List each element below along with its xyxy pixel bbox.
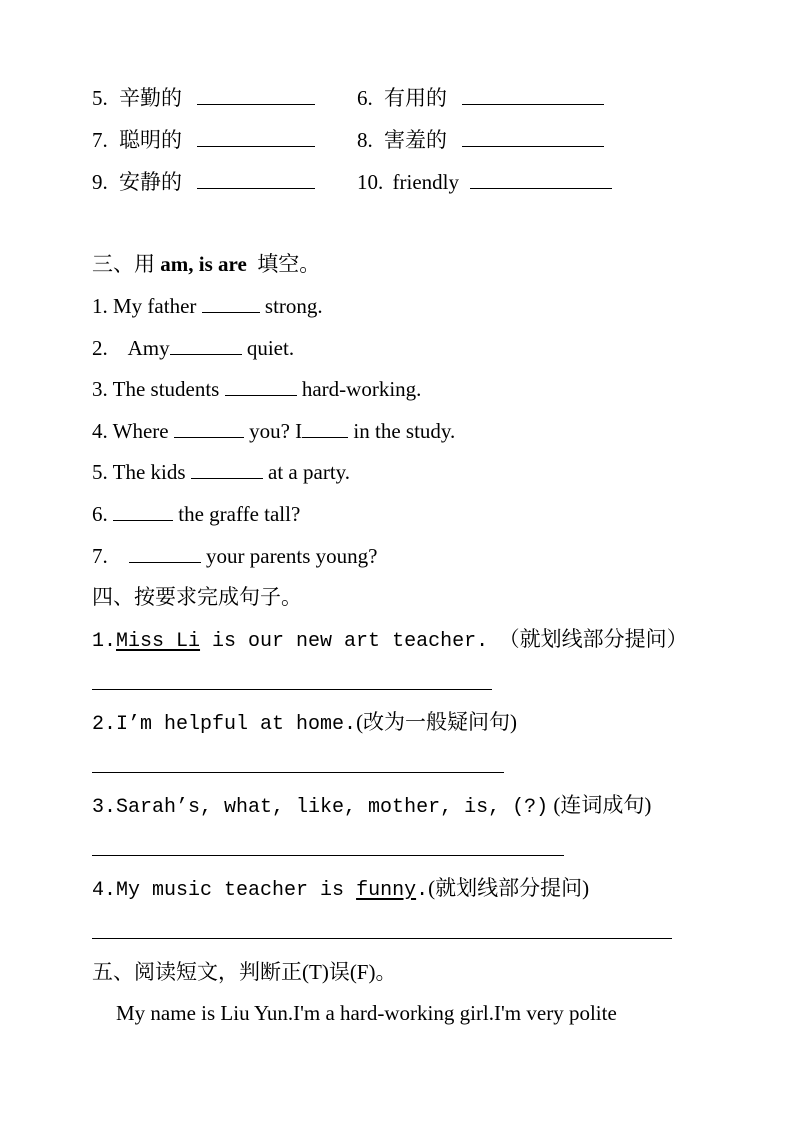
- answer-blank[interactable]: [174, 417, 244, 438]
- item-text: 2. Amy: [92, 336, 170, 360]
- item-instruction: (连词成句): [548, 793, 652, 817]
- item-text: 5. The kids: [92, 460, 191, 484]
- answer-blank[interactable]: [129, 542, 201, 563]
- item-text: in the study.: [348, 419, 456, 443]
- vocab-word: 聪明的: [119, 128, 182, 152]
- item-instruction: （就划线部分提问）: [488, 627, 688, 651]
- vocab-item-9: [92, 168, 315, 196]
- item-text: at a party.: [262, 460, 351, 484]
- item-num: 3.: [92, 796, 117, 819]
- vocab-word: 安静的: [119, 170, 182, 194]
- vocab-item-10: [357, 168, 612, 196]
- answer-blank[interactable]: [302, 417, 348, 438]
- underlined-phrase: Miss Li: [116, 630, 201, 653]
- answer-blank[interactable]: [202, 292, 260, 313]
- section3-item-4: [92, 417, 455, 445]
- section4-item-4: [92, 874, 589, 905]
- section3-item-7: [92, 542, 377, 570]
- item-text: your parents young?: [200, 544, 378, 568]
- vocab-word: 害羞的: [384, 128, 447, 152]
- section3-title: [92, 250, 320, 278]
- answer-blank[interactable]: [462, 126, 604, 147]
- vocab-item-6: [357, 84, 604, 112]
- answer-blank[interactable]: [197, 168, 315, 189]
- item-text: .: [416, 879, 429, 902]
- section3-item-2: [92, 334, 294, 362]
- item-text: strong.: [259, 294, 323, 318]
- vocab-num: 9.: [92, 170, 108, 194]
- answer-blank[interactable]: [470, 168, 612, 189]
- answer-blank[interactable]: [197, 126, 315, 147]
- item-text: hard-working.: [296, 377, 422, 401]
- item-num: 1.: [92, 630, 117, 653]
- section3-title-prefix: 三、用: [92, 252, 161, 276]
- answer-blank[interactable]: [197, 84, 315, 105]
- section4-item-1: [92, 625, 688, 656]
- answer-line-3[interactable]: [92, 855, 564, 856]
- vocab-num: 7.: [92, 128, 108, 152]
- answer-line-4[interactable]: [92, 938, 672, 939]
- vocab-word: 辛勤的: [119, 86, 182, 110]
- item-text: is our new art teacher.: [200, 630, 489, 653]
- answer-blank[interactable]: [170, 334, 242, 355]
- item-text: 4. Where: [92, 419, 174, 443]
- passage-text: My name is Liu Yun.I'm a hard-working girl.I'm very polite: [116, 1001, 617, 1025]
- item-text: you? I: [243, 419, 303, 443]
- vocab-num: 10.: [357, 170, 384, 194]
- section3-item-1: [92, 292, 323, 320]
- section3-title-suffix: 填空。: [246, 252, 321, 276]
- item-text: 7.: [92, 544, 129, 568]
- item-text: My music teacher is: [116, 879, 357, 902]
- vocab-word: 有用的: [384, 86, 447, 110]
- answer-blank[interactable]: [225, 375, 297, 396]
- item-text: quiet.: [241, 336, 295, 360]
- section3-item-5: [92, 458, 350, 486]
- vocab-item-8: [357, 126, 604, 154]
- answer-line-1[interactable]: [92, 689, 492, 690]
- answer-blank[interactable]: [113, 500, 173, 521]
- vocab-item-5: [92, 84, 315, 112]
- item-num: 4.: [92, 879, 117, 902]
- section3-item-3: [92, 375, 421, 403]
- item-num: 2.: [92, 713, 117, 736]
- section5-title-text: 五、阅读短文，判断正(T)误(F)。: [92, 960, 397, 984]
- section4-item-3: [92, 791, 651, 822]
- vocab-num: 5.: [92, 86, 108, 110]
- section4-title: [92, 583, 302, 611]
- item-text: 1. My father: [92, 294, 202, 318]
- underlined-phrase: funny: [356, 879, 417, 902]
- section4-item-2: [92, 708, 517, 739]
- vocab-word: friendly: [392, 170, 459, 194]
- answer-blank[interactable]: [462, 84, 604, 105]
- section3-title-bold: am, is are: [160, 252, 247, 276]
- reading-passage: [116, 999, 617, 1027]
- item-text: I’m helpful at home.: [116, 713, 357, 736]
- vocab-item-7: [92, 126, 315, 154]
- item-text: 6.: [92, 502, 113, 526]
- answer-line-2[interactable]: [92, 772, 504, 773]
- item-text: the graffe tall?: [173, 502, 301, 526]
- answer-blank[interactable]: [191, 458, 263, 479]
- vocab-num: 6.: [357, 86, 373, 110]
- section5-title: [92, 958, 396, 986]
- item-text: Sarah’s, what, like, mother, is, (?): [116, 796, 549, 819]
- item-text: 3. The students: [92, 377, 225, 401]
- vocab-num: 8.: [357, 128, 373, 152]
- section3-item-6: [92, 500, 300, 528]
- item-instruction: (改为一般疑问句): [356, 710, 518, 734]
- section4-title-text: 四、按要求完成句子。: [92, 585, 302, 609]
- item-instruction: (就划线部分提问): [428, 876, 590, 900]
